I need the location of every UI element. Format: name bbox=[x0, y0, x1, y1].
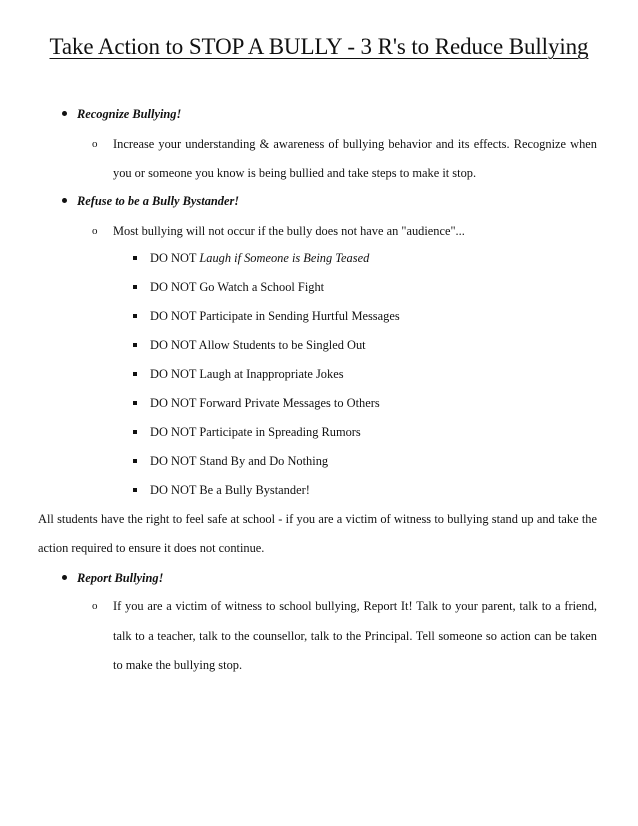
list-item-prefix: DO NOT bbox=[150, 309, 197, 323]
list-item bbox=[150, 424, 361, 440]
list-item-text: Participate in Sending Hurtful Messages bbox=[199, 309, 400, 323]
refuse-text-line-1: Most bullying will not occur if the bully does not have an "audience"... bbox=[113, 224, 465, 238]
list-item bbox=[150, 453, 328, 469]
square-bullet bbox=[133, 343, 137, 347]
list-item-prefix: DO NOT bbox=[150, 280, 197, 294]
disc-bullet bbox=[62, 198, 67, 203]
report-text-line-3: to make the bullying stop. bbox=[113, 658, 243, 672]
disc-bullet bbox=[62, 111, 67, 116]
list-item-prefix: DO NOT bbox=[150, 454, 197, 468]
list-item-text: Stand By and Do Nothing bbox=[199, 454, 329, 468]
report-text-line-1: If you are a victim of witness to school bullying, Report It! Talk to your parent, talk to a friend, bbox=[113, 599, 597, 613]
list-item-text: Be a Bully Bystander! bbox=[199, 483, 310, 497]
square-bullet bbox=[133, 401, 137, 405]
list-item-text: Allow Students to be Singled Out bbox=[198, 338, 366, 352]
section-heading-recognize: Recognize Bullying! bbox=[77, 107, 182, 121]
list-item-prefix: DO NOT bbox=[150, 251, 197, 265]
list-item bbox=[150, 366, 344, 382]
list-item-prefix: DO NOT bbox=[150, 396, 197, 410]
list-item-prefix: DO NOT bbox=[150, 425, 197, 439]
list-item-text: Forward Private Messages to Others bbox=[199, 396, 380, 410]
square-bullet bbox=[133, 430, 137, 434]
list-item bbox=[150, 279, 324, 295]
report-text-line-2: talk to a teacher, talk to the counsellor, talk to the Principal. Tell someone so action can be taken bbox=[113, 629, 597, 643]
page-title: Take Action to STOP A BULLY - 3 R's to Reduce Bullying bbox=[49, 34, 589, 59]
list-item-prefix: DO NOT bbox=[150, 338, 197, 352]
section-heading-report: Report Bullying! bbox=[77, 571, 164, 585]
list-item-text: Go Watch a School Fight bbox=[199, 280, 325, 294]
list-item-text: Participate in Spreading Rumors bbox=[199, 425, 361, 439]
circle-bullet: o bbox=[92, 138, 98, 150]
recognize-text-line-1: Increase your understanding & awareness of bullying behavior and its effects. Recognize when bbox=[113, 137, 597, 151]
list-item bbox=[150, 308, 400, 324]
circle-bullet: o bbox=[92, 600, 98, 612]
recognize-text-line-2: you or someone you know is being bullied and take steps to make it stop. bbox=[113, 166, 477, 180]
square-bullet bbox=[133, 459, 137, 463]
circle-bullet: o bbox=[92, 225, 98, 237]
list-item bbox=[150, 337, 366, 353]
disc-bullet bbox=[62, 575, 67, 580]
list-item bbox=[150, 250, 369, 266]
list-item-text: Laugh at Inappropriate Jokes bbox=[199, 367, 344, 381]
square-bullet bbox=[133, 285, 137, 289]
paragraph-line-1: All students have the right to feel safe at school - if you are a victim of witness to bullying stand up and take the bbox=[38, 512, 597, 526]
list-item-prefix: DO NOT bbox=[150, 367, 197, 381]
list-item-prefix: DO NOT bbox=[150, 483, 197, 497]
square-bullet bbox=[133, 256, 137, 260]
section-heading-refuse: Refuse to be a Bully Bystander! bbox=[77, 194, 240, 208]
list-item bbox=[150, 395, 380, 411]
paragraph-line-2: action required to ensure it does not continue. bbox=[38, 541, 265, 555]
list-item-text: Laugh if Someone is Being Teased bbox=[199, 251, 370, 265]
square-bullet bbox=[133, 314, 137, 318]
square-bullet bbox=[133, 488, 137, 492]
square-bullet bbox=[133, 372, 137, 376]
list-item bbox=[150, 482, 310, 498]
